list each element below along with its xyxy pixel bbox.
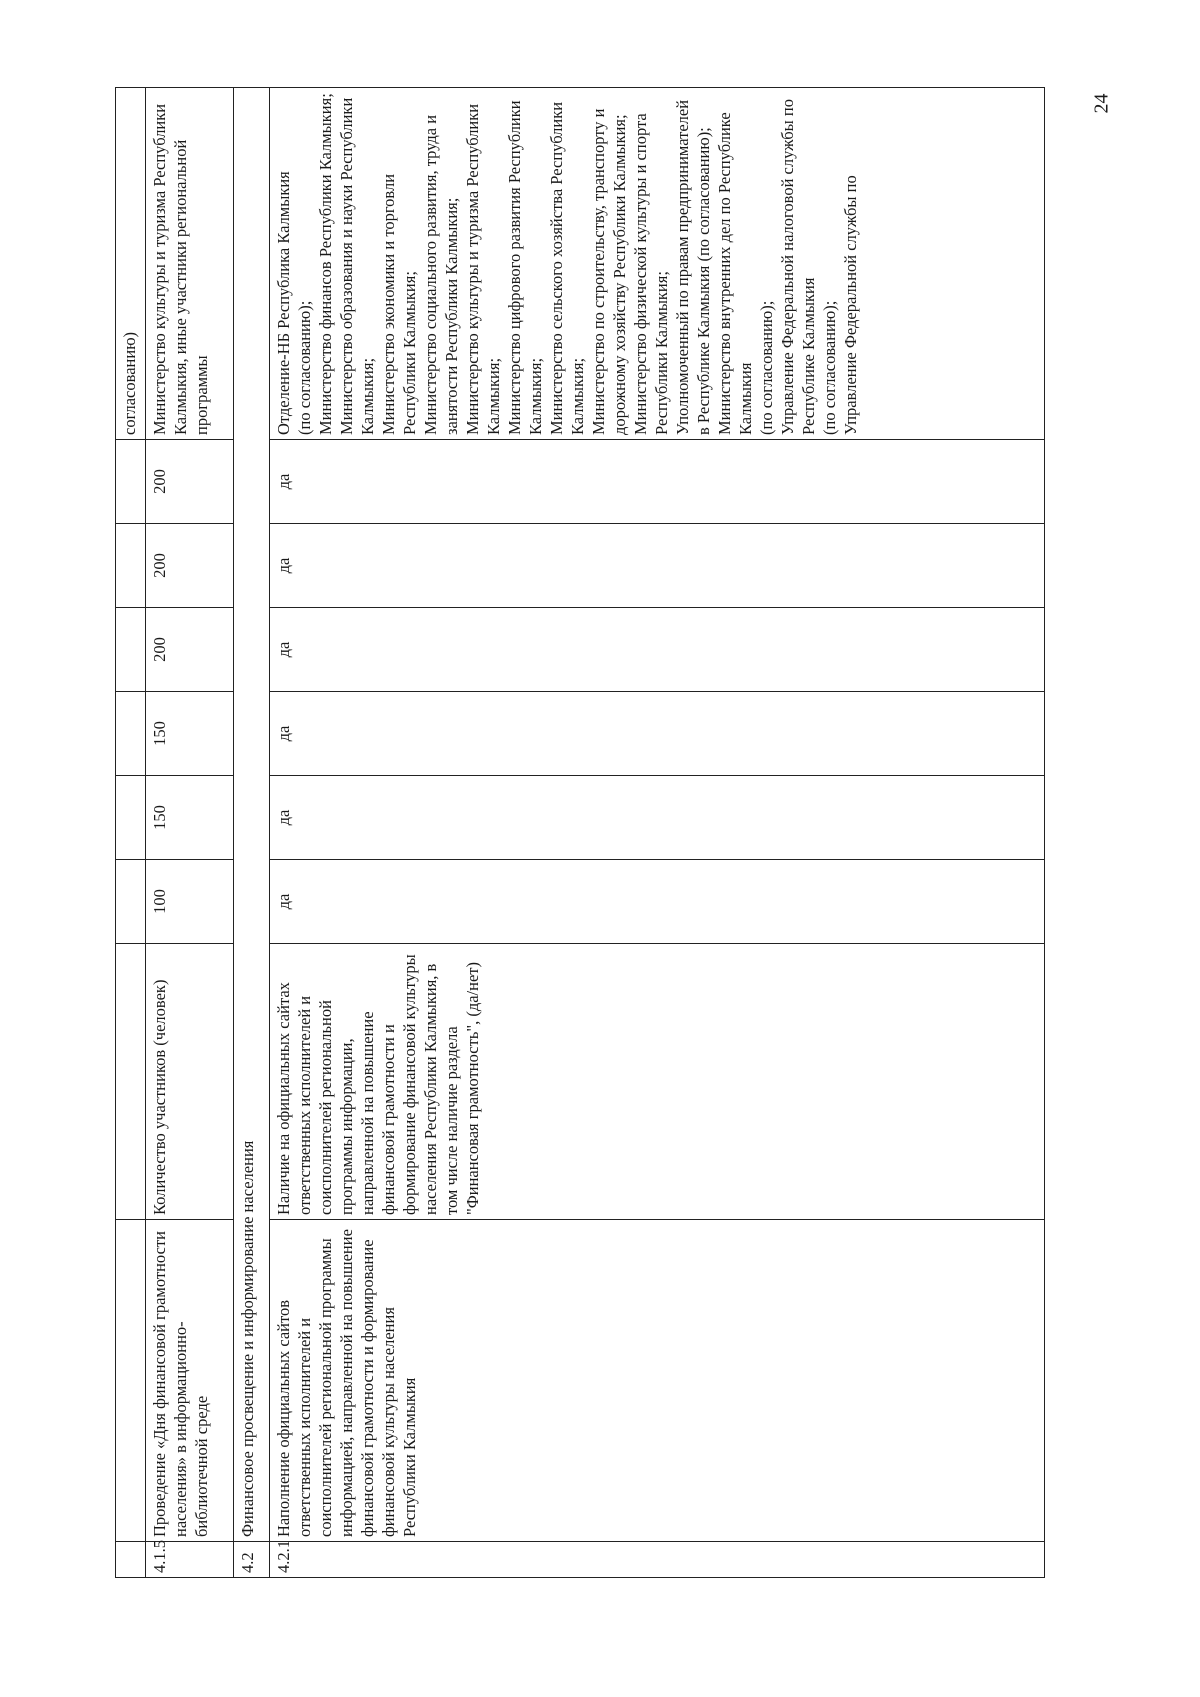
value-cell: 150 [146, 692, 234, 776]
value-cell: 200 [146, 440, 234, 524]
row-number: 4.1.5 [146, 1542, 234, 1578]
program-table [115, 87, 1045, 1578]
value-cell: да [270, 608, 1045, 692]
value-cell: да [270, 524, 1045, 608]
indicator-cell: Наличие на официальных сайтах ответственных исполнителей и соисполнителей региональной программы информации, направленной на повышение финансовой грамотности и формирование финансовой культуры населения Республики Калмыкия, в том числе наличие раздела "Финансовая грамотность", (да/нет) [270, 944, 1045, 1220]
value-cell: да [270, 860, 1045, 944]
value-cell: 150 [146, 776, 234, 860]
table-row [116, 88, 146, 1578]
rotated-table-wrapper [115, 88, 1045, 1578]
executors-cell: Отделение-НБ Республика Калмыкия (по согласованию); Министерство финансов Республики Калмыкия; Министерство образования и науки Республики Калмыкия; Министерство экономики и торговли Республики Калмыкия; Министерство социального развития, труда и занятости Республики Калмыкия; Министерство культуры и туризма Республики Калмыкия; Министерство цифрового развития Республики Калмыкия; Министерство сельского хозяйства Республики Калмыкия; Министерство по строительству, транспорту и дорожному хозяйству Республики Калмыкия; Министерство физической культуры и спорта Республики Калмыкия; Уполномоченный по правам предпринимателей в Республике Калмыкия (по согласованию); Министерство внутренних дел по Республике Калмыкия (по согласованию); Управление Федеральной налоговой службы по Республике Калмыкия (по согласованию); Управление Федеральной службы по [270, 88, 1045, 440]
row-number: 4.2.1 [270, 1542, 1045, 1578]
event-cell: Проведение «Дня финансовой грамотности населения» в информационно-библиотечной среде [146, 1220, 234, 1542]
section-row [234, 88, 270, 1578]
table-row [146, 88, 234, 1578]
section-title: Финансовое просвещение и информирование населения [234, 88, 270, 1542]
indicator-cell: Количество участников (человек) [146, 944, 234, 1220]
value-cell: 200 [146, 524, 234, 608]
executors-cell: Министерство культуры и туризма Республики Калмыкия, иные участники региональной программы [146, 88, 234, 440]
value-cell: 100 [146, 860, 234, 944]
value-cell: да [270, 440, 1045, 524]
table-row [270, 88, 1045, 1578]
executors-cell: согласованию) [116, 88, 146, 440]
value-cell: да [270, 776, 1045, 860]
page-number: 24 [1090, 93, 1113, 114]
value-cell: 200 [146, 608, 234, 692]
value-cell: да [270, 692, 1045, 776]
row-number: 4.2 [234, 1542, 270, 1578]
event-cell: Наполнение официальных сайтов ответственных исполнителей и соисполнителей региональной программы информацией, направленной на повышение финансовой грамотности и формирование финансовой культуры населения Республики Калмыкия [270, 1220, 1045, 1542]
